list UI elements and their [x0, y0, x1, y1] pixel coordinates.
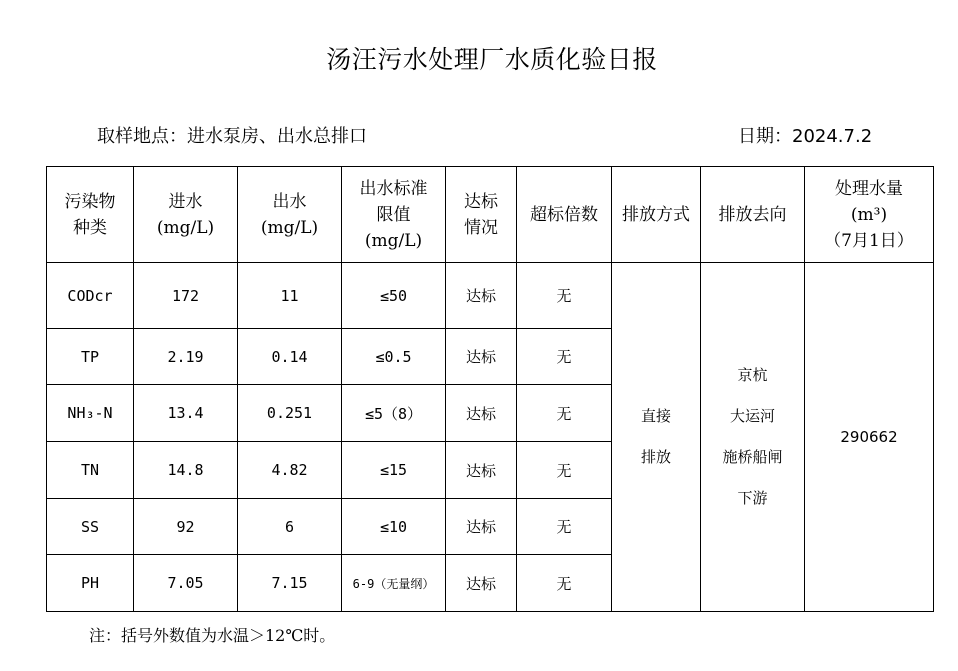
exceed-cell: 无 — [517, 329, 612, 385]
influent-cell: 172 — [134, 263, 238, 329]
pollutant-cell: NH₃-N — [47, 385, 134, 442]
exceed-cell: 无 — [517, 385, 612, 442]
status-cell: 达标 — [446, 329, 517, 385]
water-quality-table — [46, 166, 934, 612]
status-cell: 达标 — [446, 555, 517, 612]
treated-volume-cell: 290662 — [805, 263, 934, 612]
influent-cell: 2.19 — [134, 329, 238, 385]
exceed-cell: 无 — [517, 442, 612, 499]
report-date: 日期：2024.7.2 — [738, 126, 873, 147]
header-limit: 出水标准 限值 (mg/L) — [342, 167, 446, 263]
influent-cell: 13.4 — [134, 385, 238, 442]
limit-cell: ≤0.5 — [342, 329, 446, 385]
header-destination: 排放去向 — [701, 167, 805, 263]
pollutant-cell: TN — [47, 442, 134, 499]
report-title: 汤汪污水处理厂水质化验日报 — [326, 45, 658, 74]
exceed-cell: 无 — [517, 499, 612, 555]
status-cell: 达标 — [446, 442, 517, 499]
effluent-cell: 7.15 — [238, 555, 342, 612]
status-cell: 达标 — [446, 263, 517, 329]
header-compliance: 达标 情况 — [446, 167, 517, 263]
effluent-cell: 0.251 — [238, 385, 342, 442]
pollutant-cell: SS — [47, 499, 134, 555]
effluent-cell: 11 — [238, 263, 342, 329]
exceed-cell: 无 — [517, 555, 612, 612]
status-cell: 达标 — [446, 385, 517, 442]
header-exceed: 超标倍数 — [517, 167, 612, 263]
limit-cell: ≤50 — [342, 263, 446, 329]
exceed-cell: 无 — [517, 263, 612, 329]
header-influent: 进水 (mg/L) — [134, 167, 238, 263]
sampling-location: 取样地点：进水泵房、出水总排口 — [97, 126, 367, 147]
pollutant-cell: CODcr — [47, 263, 134, 329]
influent-cell: 14.8 — [134, 442, 238, 499]
status-cell: 达标 — [446, 499, 517, 555]
header-volume: 处理水量 (m³) （7月1日） — [805, 167, 934, 263]
discharge-method-cell: 直接 排放 — [612, 263, 701, 612]
footnote: 注：括号外数值为水温＞12℃时。 — [89, 626, 336, 645]
effluent-cell: 0.14 — [238, 329, 342, 385]
header-method: 排放方式 — [612, 167, 701, 263]
table-row — [47, 263, 934, 329]
effluent-cell: 4.82 — [238, 442, 342, 499]
limit-cell: ≤15 — [342, 442, 446, 499]
header-row — [47, 167, 934, 263]
influent-cell: 7.05 — [134, 555, 238, 612]
effluent-cell: 6 — [238, 499, 342, 555]
pollutant-cell: TP — [47, 329, 134, 385]
limit-cell: ≤10 — [342, 499, 446, 555]
limit-cell: 6-9（无量纲） — [342, 555, 446, 612]
influent-cell: 92 — [134, 499, 238, 555]
limit-cell: ≤5（8） — [342, 385, 446, 442]
header-effluent: 出水 (mg/L) — [238, 167, 342, 263]
header-pollutant: 污染物 种类 — [47, 167, 134, 263]
discharge-destination-cell: 京杭 大运河 施桥船闸 下游 — [701, 263, 805, 612]
pollutant-cell: PH — [47, 555, 134, 612]
